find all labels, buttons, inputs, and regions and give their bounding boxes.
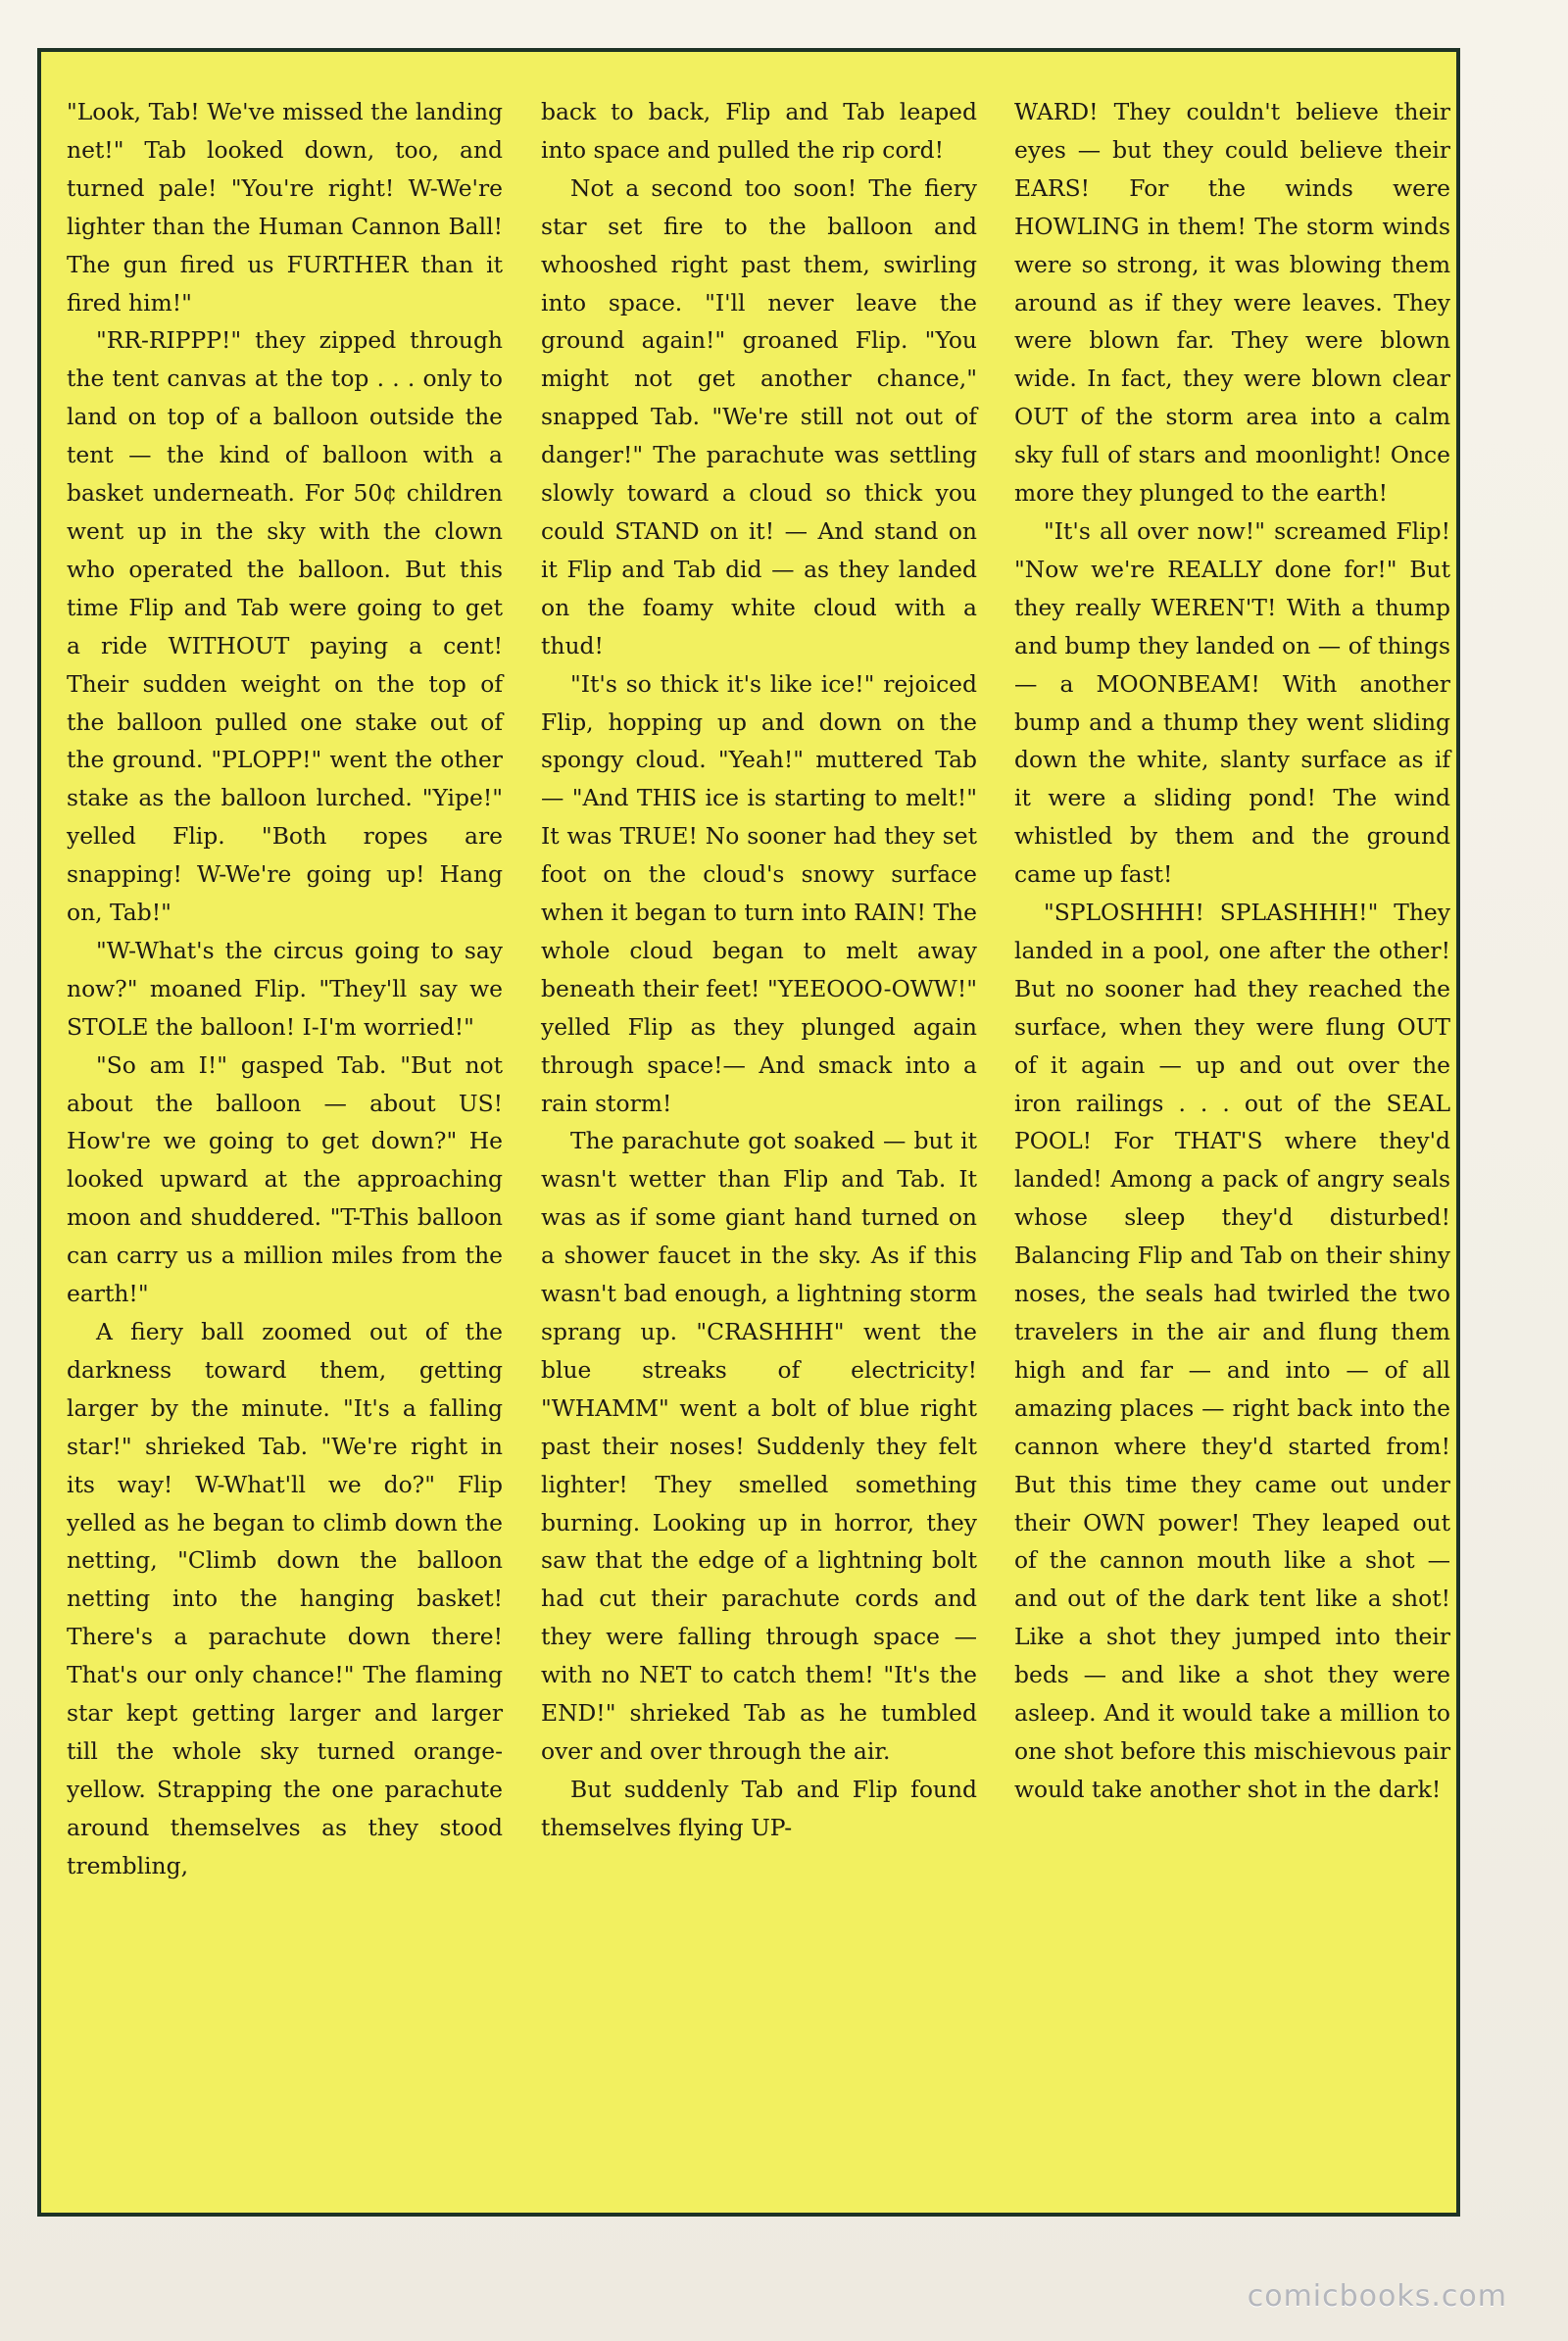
paragraph: "RR-RIPPP!" they zipped through the tent canvas at the top . . . only to land on top of a balloon outside the tent — the kind of balloon with a basket underneath. For 50¢ children went up in the sky with the clown who operated the balloon. But this time Flip and Tab were going to get a ride WITHOUT paying a cent! Their sudden weight on the top of the balloon pulled one stake out of the ground. "PLOPP!" went the other stake as the balloon lurched. "Yipe!" yelled Flip. "Both ropes are snapping! W-We're going up! Hang on, Tab!" bbox=[67, 326, 503, 927]
site-watermark: comicbooks.com bbox=[1247, 2279, 1507, 2314]
paragraph: "Look, Tab! We've missed the landing net!" Tab looked down, too, and turned pale! "You're right! W-We're lighter than the Human Cannon Ball! The gun fired us FURTHER than it fired him!" bbox=[67, 98, 503, 317]
paragraph: "SPLOSHHH! SPLASHHH!" They landed in a pool, one after the other! But no sooner had they reached the surface, when they were flung OUT of it again — up and out over the iron railings . . . out of the SEAL POOL! For THAT'S where they'd landed! Among a pack of angry seals whose sleep they'd disturbed! Balancing Flip and Tab on their shiny noses, the seals had twirled the two travelers in the air and flung them high and far — and into — of all amazing places — right back into the cannon where they'd started from! But this time they came out under their OWN power! They leaped out of the cannon mouth like a shot — and out of the dark tent like a shot! Like a shot they jumped into their beds — and like a shot they were asleep. And it would take a million to one shot before this mischievous pair would take another shot in the dark! bbox=[1014, 899, 1450, 1803]
paragraph: "It's all over now!" screamed Flip! "Now we're REALLY done for!" But they really WEREN'T! With a thump and bump they landed on — of things — a MOONBEAM! With another bump and a thump they went sliding down the white, slanty surface as if it were a sliding pond! The wind whistled by them and the ground came up fast! bbox=[1014, 516, 1450, 889]
paragraph: But suddenly Tab and Flip found themselves flying UP- bbox=[541, 1775, 977, 1841]
text-column-2 bbox=[541, 93, 977, 2193]
paragraph: "So am I!" gasped Tab. "But not about the balloon — about US! How're we going to get down?" He looked upward at the approaching moon and shuddered. "T-This balloon can carry us a million miles from the earth!" bbox=[67, 1050, 503, 1308]
paragraph: A fiery ball zoomed out of the darkness toward them, getting larger by the minute. "It's a falling star!" shrieked Tab. "We're right in its way! W-What'll we do?" Flip yelled as he began to climb down the netting, "Climb down the balloon netting into the hanging basket! There's a parachute down there! That's our only chance!" The flaming star kept getting larger and larger till the whole sky turned orange-yellow. Strapping the one parachute around themselves as they stood trembling, bbox=[67, 1318, 503, 1879]
paragraph: "W-What's the circus going to say now?" moaned Flip. "They'll say we STOLE the balloon! I-I'm worried!" bbox=[67, 936, 503, 1041]
story-text-panel bbox=[37, 48, 1460, 2217]
text-column-3 bbox=[1014, 93, 1450, 2193]
paragraph: WARD! They couldn't believe their eyes — but they could believe their EARS! For the winds were HOWLING in them! The storm winds were so strong, it was blowing them around as if they were leaves. They were blown far. They were blown wide. In fact, they were blown clear OUT of the storm area into a calm sky full of stars and moonlight! Once more they plunged to the earth! bbox=[1014, 98, 1450, 508]
paragraph: back to back, Flip and Tab leaped into space and pulled the rip cord! bbox=[541, 98, 977, 164]
text-column-1 bbox=[67, 93, 503, 2193]
paragraph: Not a second too soon! The fiery star set fire to the balloon and whooshed right past them, swirling into space. "I'll never leave the ground again!" groaned Flip. "You might not get another chance," snapped Tab. "We're still not out of danger!" The parachute was settling slowly toward a cloud so thick you could STAND on it! — And stand on it Flip and Tab did — as they landed on the foamy white cloud with a thud! bbox=[541, 173, 977, 659]
paragraph: "It's so thick it's like ice!" rejoiced Flip, hopping up and down on the spongy cloud. "Yeah!" muttered Tab — "And THIS ice is starting to melt!" It was TRUE! No sooner had they set foot on the cloud's snowy surface when it began to turn into RAIN! The whole cloud began to melt away beneath their feet! "YEEOOO-OWW!" yelled Flip as they plunged again through space!— And smack into a rain storm! bbox=[541, 669, 977, 1117]
paragraph: The parachute got soaked — but it wasn't wetter than Flip and Tab. It was as if some giant hand turned on a shower faucet in the sky. As if this wasn't bad enough, a lightning storm sprang up. "CRASHHH" went the blue streaks of electricity! "WHAMM" went a bolt of blue right past their noses! Suddenly they felt lighter! They smelled something burning. Looking up in horror, they saw that the edge of a lightning bolt had cut their parachute cords and they were falling through space — with no NET to catch them! "It's the END!" shrieked Tab as he tumbled over and over through the air. bbox=[541, 1127, 977, 1765]
